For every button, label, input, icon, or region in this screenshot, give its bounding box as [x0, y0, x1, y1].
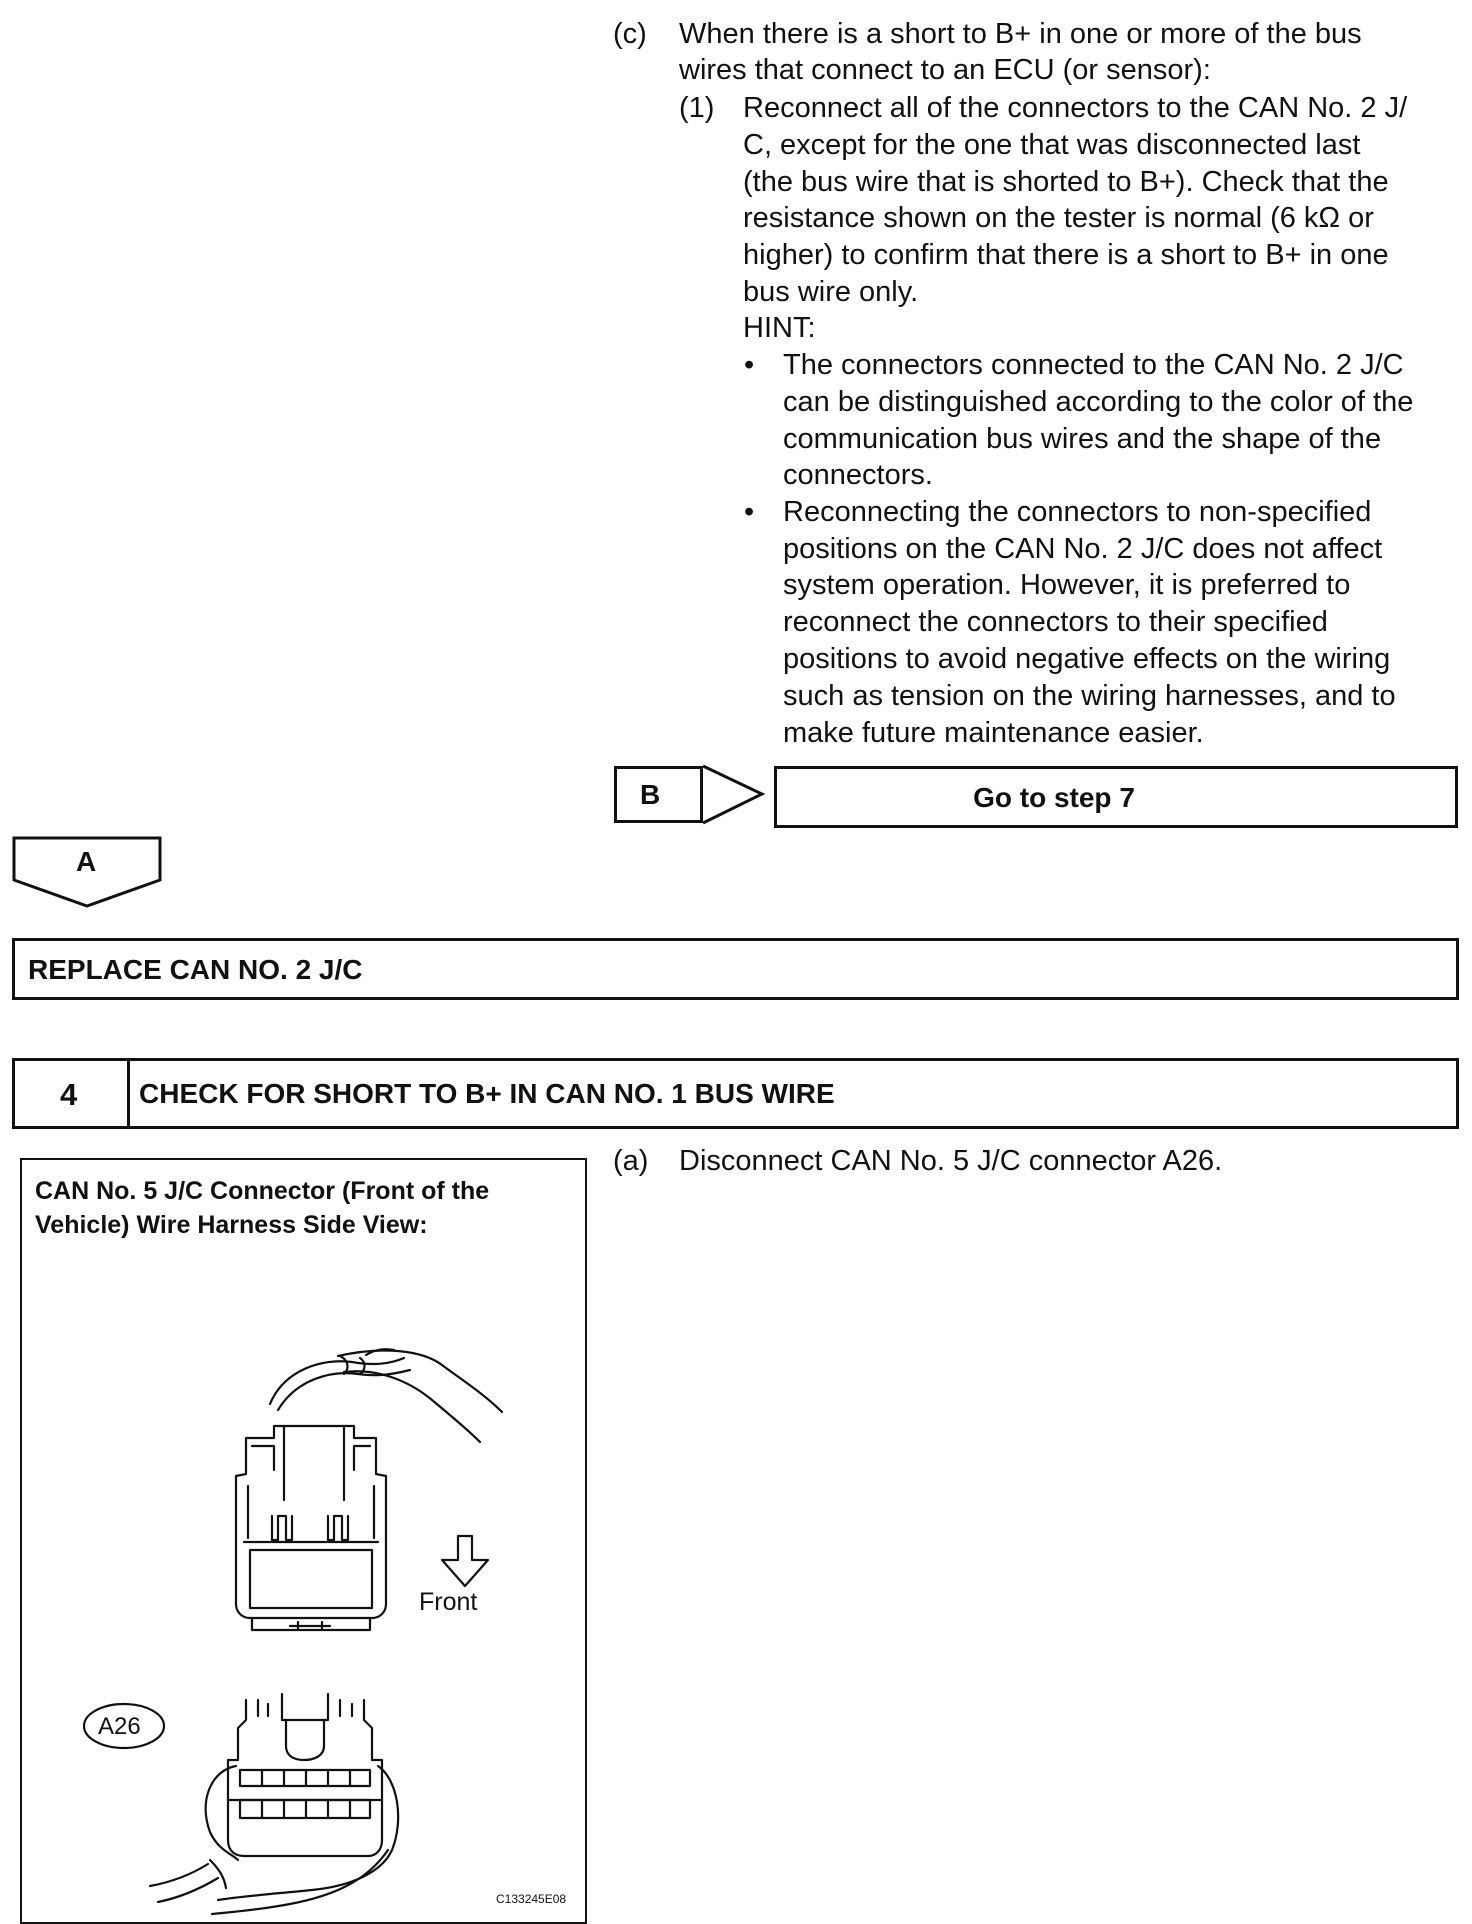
hint-bullet-line: can be distinguished according to the color of the	[783, 386, 1414, 418]
go-to-step-7-box[interactable]	[774, 766, 1458, 828]
step-c1-line: C, except for the one that was disconnected last	[743, 129, 1361, 161]
step-c-marker: (c)	[613, 18, 647, 50]
hint-bullet-line: reconnect the connectors to their specified	[783, 606, 1328, 638]
step-4a-marker: (a)	[613, 1145, 649, 1177]
step-4-bar	[12, 1058, 1459, 1129]
step-4-divider	[127, 1061, 130, 1126]
hint-bullet-line: The connectors connected to the CAN No. 2 J/C	[783, 349, 1404, 381]
step-4-title: CHECK FOR SHORT TO B+ IN CAN NO. 1 BUS WIRE	[139, 1078, 835, 1109]
figure-code: C133245E08	[496, 1892, 567, 1906]
step-c1-line: Reconnect all of the connectors to the CAN No. 2 J/	[743, 92, 1408, 124]
bullet-dot: •	[744, 349, 755, 381]
result-b-label: B	[640, 779, 661, 810]
front-label: Front	[419, 1588, 478, 1616]
hint-bullet-line: connectors.	[783, 459, 933, 491]
hint-bullet-line: system operation. However, it is preferred to	[783, 569, 1351, 601]
go-to-step-7-label: Go to step 7	[973, 782, 1135, 813]
connector-a26-label: A26	[98, 1713, 141, 1740]
hint-bullet-line: Reconnecting the connectors to non-specified	[783, 496, 1372, 528]
result-b-box	[614, 766, 703, 823]
hint-label: HINT:	[743, 312, 816, 344]
step-c-line: wires that connect to an ECU (or sensor):	[679, 54, 1211, 86]
step-c-line: When there is a short to B+ in one or more of the bus	[679, 18, 1362, 50]
bullet-dot: •	[744, 496, 755, 528]
connector-illustration	[22, 1160, 585, 1922]
hint-bullet-line: positions on the CAN No. 2 J/C does not affect	[783, 533, 1383, 565]
hint-bullet-line: such as tension on the wiring harnesses, and to	[783, 680, 1396, 712]
figure-caption-line: CAN No. 5 J/C Connector (Front of the	[35, 1177, 490, 1205]
replace-bar-title: REPLACE CAN NO. 2 J/C	[28, 954, 363, 985]
hint-bullet-line: make future maintenance easier.	[783, 717, 1204, 749]
step-c1-line: resistance shown on the tester is normal (6 kΩ or	[743, 202, 1374, 234]
result-a-label: A	[76, 846, 97, 877]
step-4-number: 4	[60, 1077, 78, 1112]
step-c1-marker: (1)	[679, 92, 715, 124]
connector-figure	[20, 1158, 587, 1924]
replace-can-jc-bar	[12, 938, 1459, 1000]
step-4a-text: Disconnect CAN No. 5 J/C connector A26.	[679, 1145, 1223, 1177]
figure-caption-line: Vehicle) Wire Harness Side View:	[35, 1211, 428, 1239]
hint-bullet-line: positions to avoid negative effects on the wiring	[783, 643, 1391, 675]
step-c1-line: (the bus wire that is shorted to B+). Check that the	[743, 166, 1389, 198]
step-c1-line: higher) to confirm that there is a short to B+ in one	[743, 239, 1389, 271]
result-b-arrow-icon	[700, 763, 766, 826]
step-c1-line: bus wire only.	[743, 276, 919, 308]
hint-bullet-line: communication bus wires and the shape of the	[783, 423, 1382, 455]
